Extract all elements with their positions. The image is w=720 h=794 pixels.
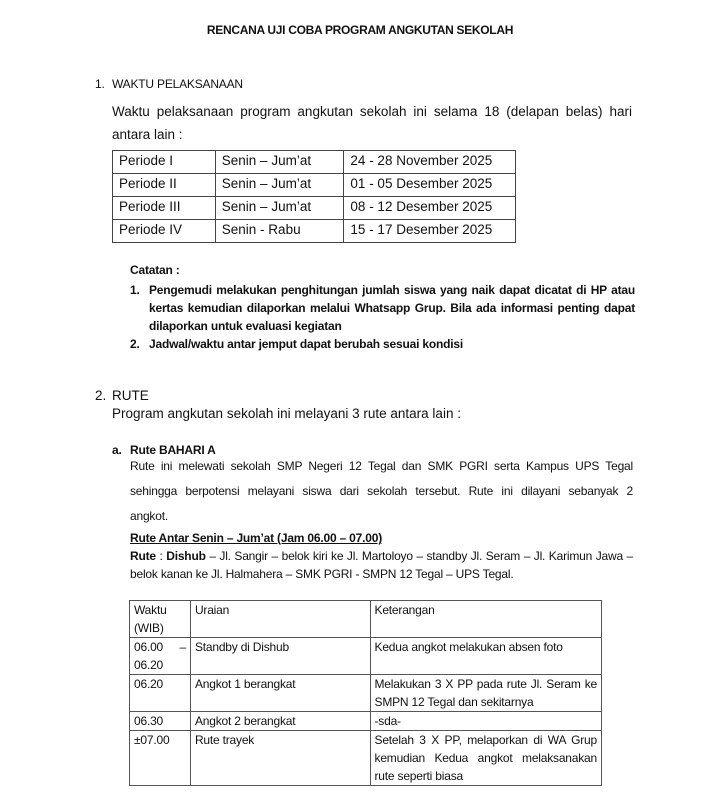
route-start: Dishub [166,549,206,563]
note-cell: -sda- [370,712,601,731]
schedule-row [113,151,516,174]
section-1-intro-line2: antara lain : [112,127,183,142]
notes-label: Catatan : [130,263,180,277]
route-a-letter: a. [112,443,122,457]
header-time: Waktu (WIB) [130,601,191,638]
desc-cell: Standby di Dishub [190,638,370,675]
note-item [130,335,635,353]
route-line1 [130,549,633,563]
note-line: kertas kemudian dilaporkan melalui Whatsapp Grup. Bila ada informasi penting dapat [149,301,635,315]
note-number: 2. [130,337,140,351]
section-2-number: 2. [95,388,107,403]
dates-cell: 08 - 12 Desember 2025 [344,197,516,220]
route-a-title: Rute BAHARI A [130,443,216,457]
note-cell: Kedua angkot melakukan absen foto [370,638,601,675]
notes-list [130,281,635,353]
note-cell: Setelah 3 X PP, melaporkan di WA Grup kemudian Kedua angkot melaksanakan rute seperti biasa [370,731,601,786]
schedule-row [113,220,516,243]
note-cell: Melakukan 3 X PP pada rute Jl. Seram ke SMPN 12 Tegal dan sekitarnya [370,675,601,712]
timetable-row [130,731,602,786]
route-line2: belok kanan ke Jl. Halmahera – SMK PGRI - SMPN 12 Tegal – UPS Tegal. [130,567,514,581]
section-1-number: 1. [95,77,105,91]
section-1-heading: WAKTU PELAKSANAAN [112,77,243,91]
desc-cell: Rute trayek [190,731,370,786]
header-note: Keterangan [370,601,601,638]
days-cell: Senin – Jum’at [215,197,344,220]
timetable [129,600,602,786]
route-a-desc-line1: Rute ini melewati sekolah SMP Negeri 12 Tegal dan SMK PGRI serta Kampus UPS Tegal [130,459,633,473]
route-colon: : [155,549,167,563]
header-desc: Uraian [190,601,370,638]
section-2-intro: Program angkutan sekolah ini melayani 3 rute antara lain : [112,406,461,421]
timetable-row [130,638,602,675]
days-cell: Senin – Jum’at [215,174,344,197]
period-cell: Periode I [113,151,216,174]
timetable-row [130,675,602,712]
schedule-table [112,150,516,243]
route-label: Rute [130,549,156,563]
note-line: dilaporkan untuk evaluasi kegiatan [149,319,342,333]
days-cell: Senin - Rabu [215,220,344,243]
schedule-heading: Rute Antar Senin – Jum’at (Jam 06.00 – 07.00) [130,531,382,545]
note-line: Pengemudi melakukan penghitungan jumlah siswa yang naik dapat dicatat di HP atau [149,283,635,297]
desc-cell: Angkot 2 berangkat [190,712,370,731]
dates-cell: 01 - 05 Desember 2025 [344,174,516,197]
document-title: RENCANA UJI COBA PROGRAM ANGKUTAN SEKOLAH [206,23,514,37]
time-cell: ±07.00 [130,731,191,786]
section-2-heading: RUTE [112,388,149,403]
route-line1-rest: – Jl. Sangir – belok kiri ke Jl. Martoloyo – standby Jl. Seram – Jl. Karimun Jawa – [205,549,633,563]
schedule-row [113,197,516,220]
time-cell: 06.30 [130,712,191,731]
period-cell: Periode III [113,197,216,220]
desc-cell: Angkot 1 berangkat [190,675,370,712]
period-cell: Periode II [113,174,216,197]
section-1-intro-line1: Waktu pelaksanaan program angkutan sekolah ini selama 18 (delapan belas) hari [112,104,632,119]
days-cell: Senin – Jum’at [215,151,344,174]
time-cell: 06.00 – 06.20 [130,638,191,675]
note-number: 1. [130,283,140,297]
period-cell: Periode IV [113,220,216,243]
note-item [130,281,635,335]
schedule-row [113,174,516,197]
timetable-header-row [130,601,602,638]
timetable-row [130,712,602,731]
dates-cell: 15 - 17 Desember 2025 [344,220,516,243]
route-a-desc-line3: angkot. [130,509,168,523]
time-cell: 06.20 [130,675,191,712]
note-line: Jadwal/waktu antar jemput dapat berubah sesuai kondisi [149,337,463,351]
dates-cell: 24 - 28 November 2025 [344,151,516,174]
route-a-desc-line2: sehingga berpotensi melayani siswa dari sekolah tersebut. Rute ini dilayani sebanyak 2 [130,484,633,498]
